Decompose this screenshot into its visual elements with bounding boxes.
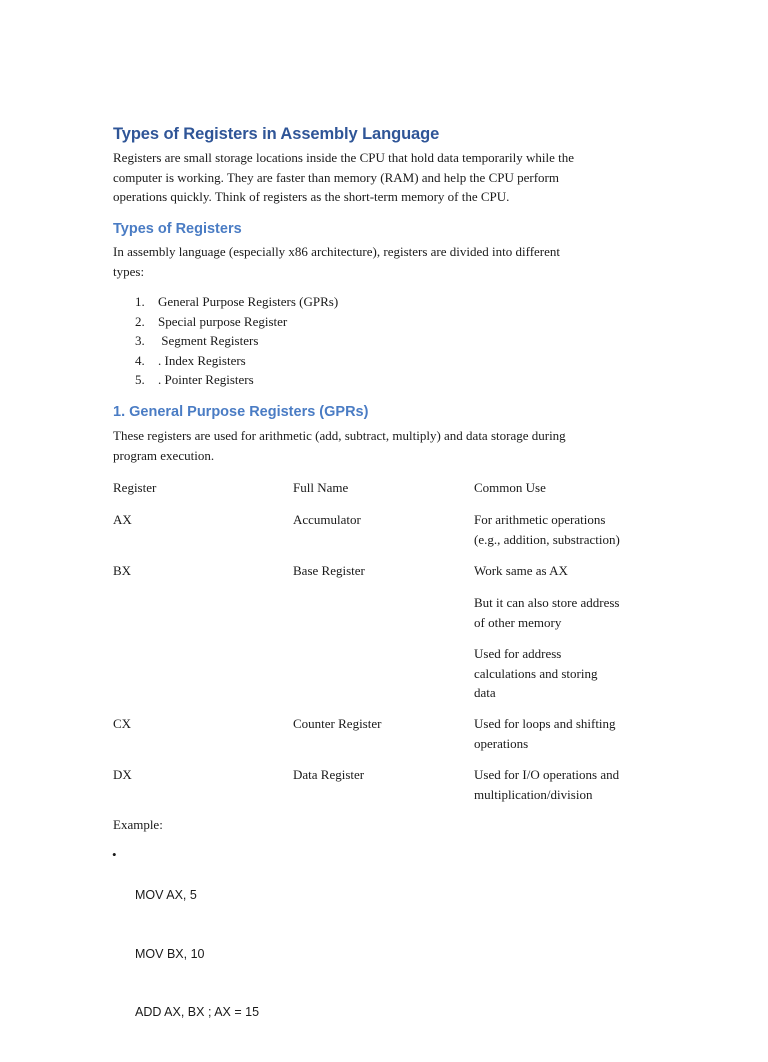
table-cell-use xyxy=(474,765,619,804)
table-cell-use xyxy=(474,644,597,703)
table-cell-register: AX xyxy=(113,512,132,527)
list-item-text: . Pointer Registers xyxy=(158,372,254,387)
use-line: operations xyxy=(474,735,529,751)
use-line: (e.g., addition, substraction) xyxy=(474,531,620,547)
intro-line: computer is working. They are faster than memory (RAM) and help the CPU perform xyxy=(113,169,559,185)
table-cell-use xyxy=(474,510,620,549)
table-header-full-name: Full Name xyxy=(293,480,349,495)
table-cell-use xyxy=(474,593,620,632)
example-label: Example: xyxy=(113,817,163,832)
use-line: Used for loops and shifting xyxy=(474,716,616,731)
register-types-list xyxy=(113,292,338,390)
list-item xyxy=(113,292,338,312)
table-cell-full-name: Data Register xyxy=(293,767,365,782)
use-line: Used for I/O operations and xyxy=(474,767,620,782)
use-line: calculations and storing xyxy=(474,665,598,681)
intro-line: operations quickly. Think of registers as the short-term memory of the CPU. xyxy=(113,189,510,204)
list-number: 4. xyxy=(135,352,145,368)
table-cell-full-name: Counter Register xyxy=(293,716,382,731)
list-item xyxy=(113,312,338,332)
types-intro-line: types: xyxy=(113,263,145,279)
list-item-text: . Index Registers xyxy=(158,352,246,368)
bullet-icon: • xyxy=(112,847,117,862)
gpr-intro-line: These registers are used for arithmetic (add, subtract, multiply) and data storage during xyxy=(113,428,566,443)
use-line: data xyxy=(474,685,496,700)
table-cell-register: BX xyxy=(113,563,132,578)
table-cell-full-name: Accumulator xyxy=(293,512,361,527)
list-number: 3. xyxy=(135,333,145,348)
use-line: But it can also store address xyxy=(474,595,620,610)
table-cell-register: CX xyxy=(113,716,132,731)
use-line: Work same as AX xyxy=(474,563,568,578)
list-item-text: General Purpose Registers (GPRs) xyxy=(158,294,339,309)
types-intro-paragraph xyxy=(113,242,653,281)
use-line: For arithmetic operations xyxy=(474,512,606,527)
document-title: Types of Registers in Assembly Language xyxy=(113,125,440,143)
list-item xyxy=(113,351,338,371)
table-header-common-use: Common Use xyxy=(474,480,546,495)
table-cell-register: DX xyxy=(113,767,132,782)
list-number: 5. xyxy=(135,372,145,387)
gpr-intro-paragraph xyxy=(113,426,653,465)
gpr-heading: 1. General Purpose Registers (GPRs) xyxy=(113,404,369,420)
types-intro-line: In assembly language (especially x86 architecture), registers are divided into different xyxy=(113,244,561,259)
table-cell-use xyxy=(474,561,568,581)
list-item-text: Segment Registers xyxy=(158,333,259,348)
list-item xyxy=(113,370,338,390)
list-number: 2. xyxy=(135,313,145,329)
table-header-register: Register xyxy=(113,480,157,495)
use-line: Used for address xyxy=(474,646,562,661)
table-cell-full-name: Base Register xyxy=(293,563,365,578)
use-line: multiplication/division xyxy=(474,786,593,802)
intro-paragraph xyxy=(113,148,653,207)
table-cell-use xyxy=(474,714,616,753)
list-number: 1. xyxy=(135,294,145,309)
code-line: MOV BX, 10 xyxy=(135,946,205,961)
list-item xyxy=(113,331,338,351)
use-line: of other memory xyxy=(474,614,562,630)
types-heading: Types of Registers xyxy=(113,221,242,237)
code-example xyxy=(135,847,259,1062)
code-line: MOV AX, 5 xyxy=(135,888,197,902)
code-line: ADD AX, BX ; AX = 15 xyxy=(135,1005,260,1019)
gpr-intro-line: program execution. xyxy=(113,447,215,463)
list-item-text: Special purpose Register xyxy=(158,313,288,329)
intro-line: Registers are small storage locations inside the CPU that hold data temporarily while the xyxy=(113,150,575,165)
